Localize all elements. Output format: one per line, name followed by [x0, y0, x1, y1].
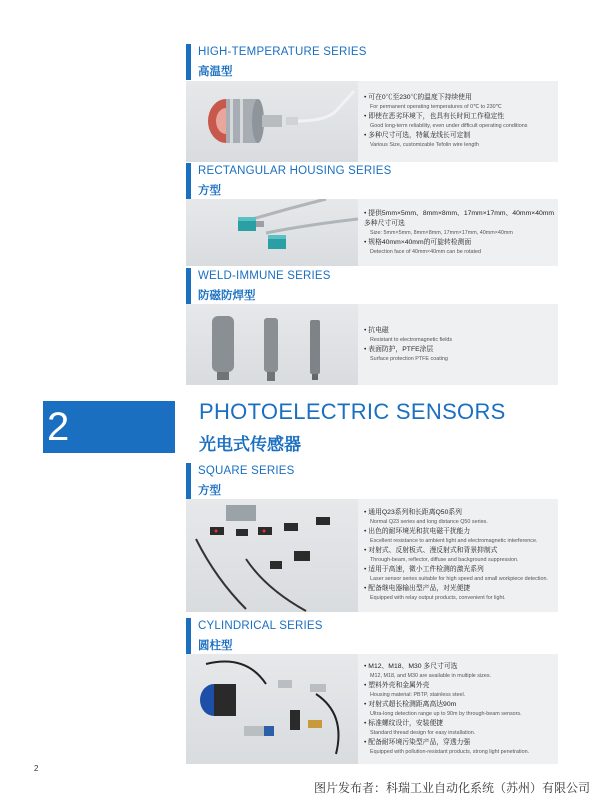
- product-image: [186, 499, 358, 612]
- feature-zh: • 出色的耐环境光和抗电磁干扰能力: [364, 527, 554, 537]
- feature-zh: • 配备继电器输出型产品，对光便捷: [364, 584, 554, 594]
- section-title-zh: 高温型: [198, 66, 233, 78]
- feature-en: Equipped with pollution-resistant products, strong light penetration.: [370, 748, 530, 755]
- product-card: [186, 81, 558, 162]
- section-cylindrical: [186, 618, 558, 755]
- section-title-zh: 圆柱型: [198, 640, 233, 652]
- feature-zh: • 适用于高速，微小工件检测的激光系列: [364, 565, 554, 575]
- feature-en: Standard thread design for easy installation.: [370, 729, 476, 736]
- feature-en: Ultra-long detection range up to 90m by through-beam sensors.: [370, 710, 522, 717]
- feature-list: [364, 199, 558, 266]
- accent-bar: [186, 463, 191, 499]
- section-title-zh: 方型: [198, 485, 221, 497]
- category-number-box: [43, 401, 175, 453]
- feature-en: Good long-term reliability, even under difficult operating conditions: [370, 123, 528, 129]
- section-title-zh: 方型: [198, 185, 221, 197]
- feature-zh: • M12、M18、M30 多尺寸可选: [364, 662, 554, 672]
- feature-en: Various Size, customizable Tefolin wire length: [370, 142, 479, 148]
- section-weld-immune: [186, 268, 558, 362]
- feature-en: Normal Q23 series and long distance Q50 series.: [370, 519, 488, 525]
- feature-en: Excellent resistance to ambient light and electromagnetic interference.: [370, 538, 538, 544]
- feature-zh: • 对射式、反射板式、漫反射式和背景抑制式: [364, 546, 554, 556]
- product-image: [186, 81, 358, 162]
- accent-bar: [186, 44, 191, 80]
- feature-zh: • 可在0℃至230℃的温度下持续使用: [364, 93, 554, 103]
- section-header: [186, 463, 558, 499]
- feature-zh: • 塑料外壳和金属外壳: [364, 681, 554, 691]
- section-header: [186, 163, 558, 199]
- page-number: 2: [34, 764, 39, 773]
- accent-bar: [186, 163, 191, 199]
- section-rectangular-housing: [186, 163, 558, 255]
- feature-list: [364, 499, 558, 612]
- feature-en: For permanent operating temperatures of 0℃ to 230℃: [370, 104, 502, 110]
- category-number: 2: [47, 405, 70, 449]
- section-square: [186, 463, 558, 601]
- section-title-en: HIGH-TEMPERATURE SERIES: [198, 46, 367, 58]
- category-title-zh: 光电式传感器: [199, 435, 301, 454]
- feature-en: Size: 5mm×5mm, 8mm×8mm, 17mm×17mm, 40mm×40mm: [370, 229, 513, 236]
- section-title-en: CYLINDRICAL SERIES: [198, 620, 323, 632]
- section-title-en: WELD-IMMUNE SERIES: [198, 270, 331, 282]
- feature-zh: • 表面防护，PTFE涂层: [364, 345, 554, 355]
- product-image: [186, 199, 358, 266]
- feature-zh: • 规格40mm×40mm的可旋转检测面: [364, 238, 554, 248]
- feature-en: Housing material: PBTP, stainless steel.: [370, 691, 466, 698]
- accent-bar: [186, 618, 191, 654]
- feature-list: [364, 81, 558, 162]
- feature-list: [364, 304, 558, 385]
- feature-zh: 多种尺寸可选: [364, 219, 405, 227]
- section-header: [186, 618, 558, 654]
- feature-zh: • 提供5mm×5mm、8mm×8mm、17mm×17mm、40mm×40mm: [364, 209, 554, 219]
- feature-en: Resistant to electromagnetic fields: [370, 336, 453, 343]
- section-header: [186, 268, 558, 304]
- category-title-en: PHOTOELECTRIC SENSORS: [199, 399, 506, 424]
- accent-bar: [186, 268, 191, 304]
- section-title-zh: 防磁防焊型: [198, 290, 256, 302]
- feature-zh: • 多种尺寸可选，特氟龙线长可定制: [364, 131, 554, 141]
- section-high-temperature: [186, 44, 558, 148]
- feature-zh: • 对射式超长检测距离高达90m: [364, 700, 554, 710]
- feature-en: Equipped with relay output products, convenient for light.: [370, 595, 506, 601]
- product-card: [186, 499, 558, 612]
- feature-en: Surface protection PTFE coating: [370, 355, 448, 362]
- product-image: [186, 654, 358, 764]
- product-card: [186, 199, 558, 266]
- feature-en: Laser sensor series suitable for high speed and small workpiece detection.: [370, 576, 548, 582]
- section-title-en: SQUARE SERIES: [198, 465, 295, 477]
- feature-zh: • 抗电磁: [364, 326, 554, 336]
- feature-zh: • 配备耐环境污染型产品，穿透力强: [364, 738, 554, 748]
- section-title-en: RECTANGULAR HOUSING SERIES: [198, 165, 392, 177]
- feature-list: [364, 654, 558, 764]
- feature-en: M12, M18, and M30 are available in multiple sizes.: [370, 672, 492, 679]
- product-image: [186, 304, 358, 385]
- feature-en: Detection face of 40mm×40mm can be rotated: [370, 248, 482, 255]
- publisher-credit: 图片发布者：科瑞工业自动化系统（苏州）有限公司: [313, 781, 590, 795]
- feature-zh: • 通用Q23系列和长距离Q50系列: [364, 508, 554, 518]
- feature-en: Through-beam, reflector, diffuse and background suppression.: [370, 557, 519, 563]
- product-card: [186, 654, 558, 764]
- section-header: [186, 44, 558, 80]
- feature-zh: • 即使在恶劣环境下，也具有长时间工作稳定性: [364, 112, 554, 122]
- feature-zh: • 标准螺纹设计，安装便捷: [364, 719, 554, 729]
- product-card: [186, 304, 558, 385]
